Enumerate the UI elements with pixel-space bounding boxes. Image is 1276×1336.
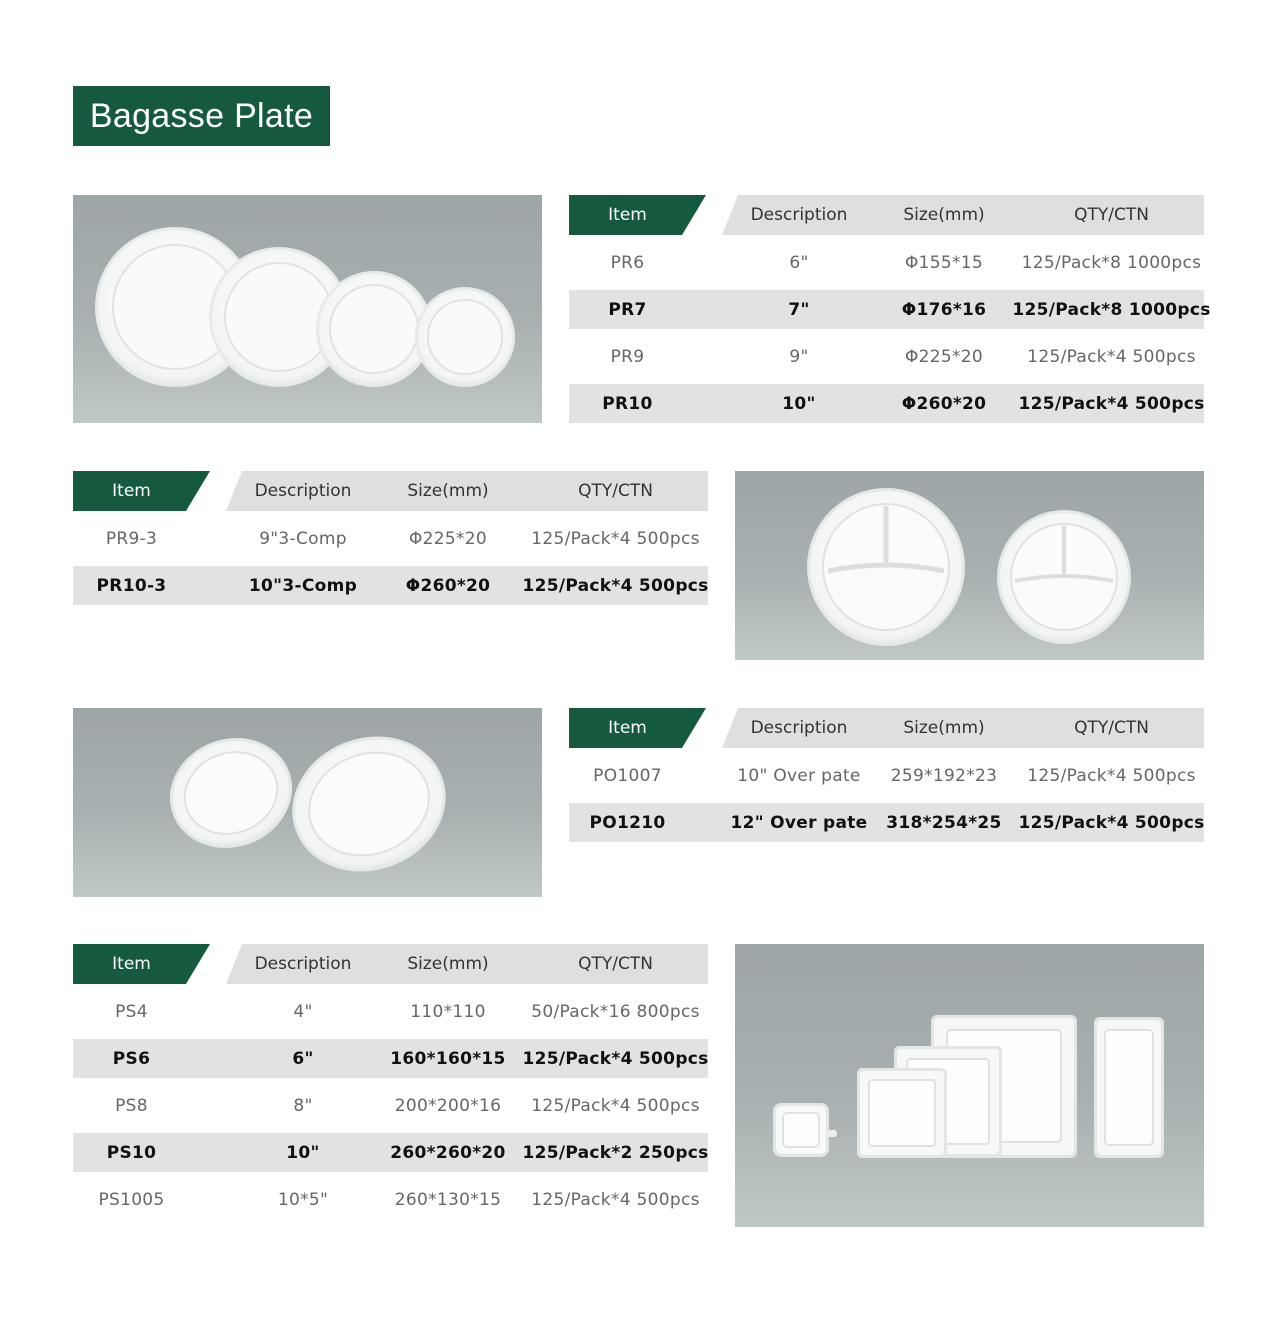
size-cell: Φ260*20 (405, 575, 491, 596)
size-cell: Φ155*15 (904, 252, 984, 273)
item-cell: PR6 (610, 252, 645, 273)
compartment-plates-table (73, 471, 708, 605)
oval-plates-table (569, 708, 1204, 842)
size-cell: 160*160*15 (390, 1048, 506, 1069)
header-size: Size(mm) (407, 481, 489, 501)
size-cell: 200*200*16 (394, 1095, 502, 1116)
header-item: Item (608, 205, 647, 225)
size-cell: 110*110 (410, 1001, 486, 1022)
header-description: Description (750, 205, 848, 225)
item-cell: PR10-3 (96, 575, 167, 596)
qty-cell: 50/Pack*16 800pcs (531, 1001, 700, 1022)
description-cell: 7" (788, 299, 810, 320)
description-cell: 10" (286, 1142, 320, 1163)
description-cell: 6" (789, 252, 809, 273)
header-qty: QTY/CTN (578, 954, 653, 974)
table-header (73, 471, 708, 511)
qty-cell: 125/Pack*4 500pcs (531, 1095, 700, 1116)
item-cell: PO1007 (593, 765, 662, 786)
item-cell: PS10 (106, 1142, 157, 1163)
item-cell: PR10 (602, 393, 653, 414)
header-item: Item (608, 718, 647, 738)
size-cell: 318*254*25 (886, 812, 1002, 833)
table-row (569, 290, 1211, 329)
square-plates-photo (735, 944, 1204, 1227)
table-row (73, 1039, 708, 1078)
qty-cell: 125/Pack*4 500pcs (522, 575, 709, 596)
header-description: Description (750, 718, 848, 738)
header-size: Size(mm) (903, 718, 985, 738)
description-cell: 9"3-Comp (259, 528, 347, 549)
table-header (569, 708, 1204, 748)
size-cell: 260*130*15 (394, 1189, 502, 1210)
item-cell: PS1005 (98, 1189, 165, 1210)
round-plates-photo (73, 195, 542, 423)
round-plates-table (569, 195, 1211, 423)
oval-plates-illustration (73, 708, 542, 897)
table-row (73, 1180, 708, 1219)
header-qty: QTY/CTN (1074, 718, 1149, 738)
qty-cell: 125/Pack*2 250pcs (522, 1142, 709, 1163)
item-cell: PS6 (112, 1048, 151, 1069)
qty-cell: 125/Pack*4 500pcs (1027, 346, 1196, 367)
table-row (569, 384, 1204, 423)
qty-cell: 125/Pack*4 500pcs (1018, 812, 1205, 833)
item-cell: PR9-3 (105, 528, 158, 549)
qty-cell: 125/Pack*8 1000pcs (1012, 299, 1211, 320)
compartment-plates-illustration (735, 471, 1204, 660)
description-cell: 8" (293, 1095, 313, 1116)
header-description: Description (254, 954, 352, 974)
table-row (73, 566, 708, 605)
qty-cell: 125/Pack*4 500pcs (1027, 765, 1196, 786)
qty-cell: 125/Pack*4 500pcs (531, 1189, 700, 1210)
header-description: Description (254, 481, 352, 501)
table-row (569, 337, 1204, 376)
oval-plates-photo (73, 708, 542, 897)
description-cell: 10" (782, 393, 816, 414)
table-row (569, 756, 1204, 795)
page-title: Bagasse Plate (73, 86, 330, 146)
description-cell: 10*5" (277, 1189, 329, 1210)
round-plates-illustration (73, 195, 542, 423)
item-cell: PR9 (610, 346, 645, 367)
description-cell: 12" Over pate (730, 812, 868, 833)
square-plates-table (73, 944, 708, 1219)
table-header (569, 195, 1204, 235)
table-row (73, 1133, 708, 1172)
item-cell: PS4 (115, 1001, 148, 1022)
table-row (73, 519, 708, 558)
header-qty: QTY/CTN (1074, 205, 1149, 225)
size-cell: Φ260*20 (901, 393, 987, 414)
qty-cell: 125/Pack*4 500pcs (522, 1048, 709, 1069)
item-cell: PO1210 (589, 812, 666, 833)
qty-cell: 125/Pack*4 500pcs (1018, 393, 1205, 414)
table-row (569, 243, 1204, 282)
table-header (73, 944, 708, 984)
header-qty: QTY/CTN (578, 481, 653, 501)
item-cell: PS8 (115, 1095, 148, 1116)
description-cell: 10" Over pate (737, 765, 861, 786)
qty-cell: 125/Pack*4 500pcs (531, 528, 700, 549)
size-cell: Φ225*20 (904, 346, 984, 367)
description-cell: 4" (293, 1001, 313, 1022)
table-row (569, 803, 1204, 842)
item-cell: PR7 (608, 299, 647, 320)
header-item: Item (112, 481, 151, 501)
description-cell: 6" (292, 1048, 314, 1069)
compartment-plates-photo (735, 471, 1204, 660)
qty-cell: 125/Pack*8 1000pcs (1021, 252, 1202, 273)
size-cell: Φ176*16 (901, 299, 987, 320)
header-item: Item (112, 954, 151, 974)
size-cell: 260*260*20 (390, 1142, 506, 1163)
header-size: Size(mm) (407, 954, 489, 974)
description-cell: 10"3-Comp (248, 575, 358, 596)
description-cell: 9" (789, 346, 809, 367)
size-cell: Φ225*20 (408, 528, 488, 549)
header-size: Size(mm) (903, 205, 985, 225)
table-row (73, 1086, 708, 1125)
square-plates-illustration (735, 944, 1204, 1227)
table-row (73, 992, 708, 1031)
size-cell: 259*192*23 (890, 765, 998, 786)
